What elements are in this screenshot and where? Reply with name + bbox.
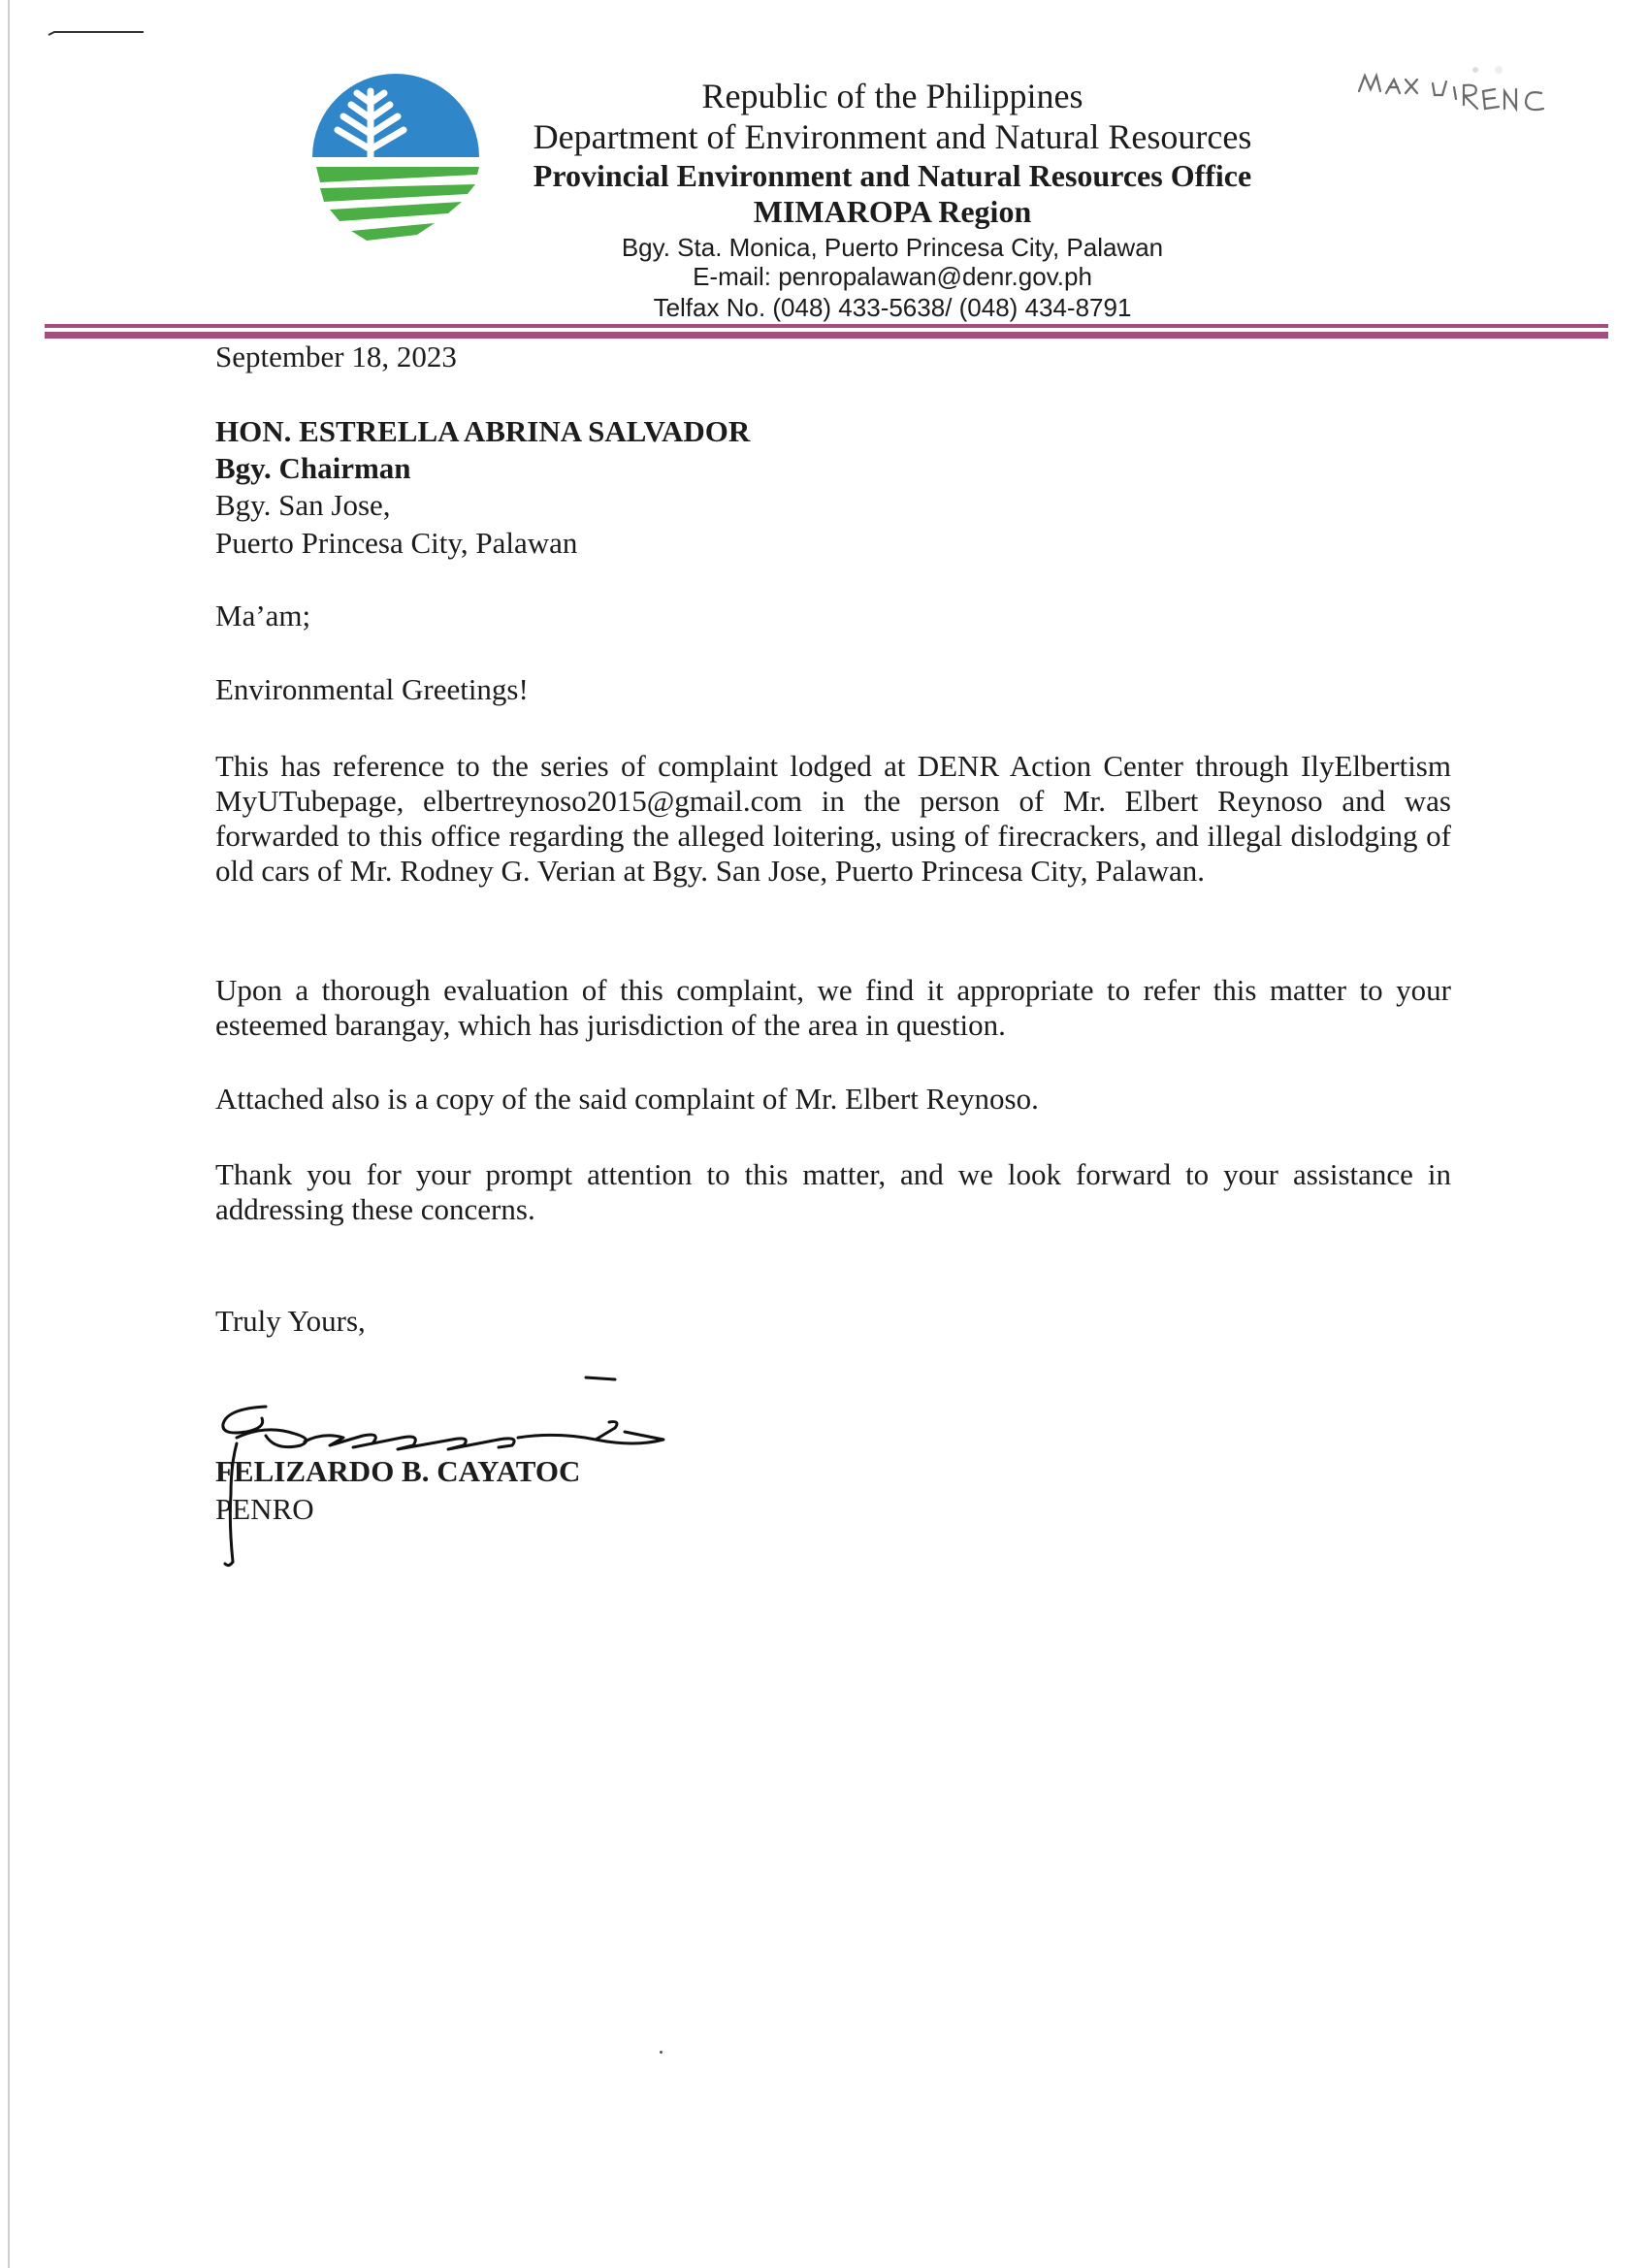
body-paragraph: Thank you for your prompt attention to this matter, and we look forward to your assistance in addressing these concerns. <box>215 1157 1451 1226</box>
closing: Truly Yours, <box>215 1304 366 1338</box>
letterhead-telfax: Telfax No. (048) 433-5638/ (048) 434-8791 <box>653 293 1132 322</box>
scan-edge <box>8 0 10 2268</box>
signer-title: PENRO <box>215 1492 314 1526</box>
handwritten-note <box>1353 66 1567 144</box>
body-paragraph: Attached also is a copy of the said complaint of Mr. Elbert Reynoso. <box>215 1082 1039 1116</box>
letterhead-department: Department of Environment and Natural Resources <box>533 117 1252 156</box>
scan-speck <box>660 2051 663 2054</box>
header-rule-thin <box>45 324 1608 328</box>
handwritten-signature <box>208 1368 693 1571</box>
letterhead-address: Bgy. Sta. Monica, Puerto Princesa City, Palawan <box>621 233 1164 262</box>
staple-mark <box>47 29 146 39</box>
recipient-title: Bgy. Chairman <box>215 451 411 485</box>
signer-name: FELIZARDO B. CAYATOC <box>215 1454 581 1488</box>
letterhead-republic: Republic of the Philippines <box>701 77 1083 115</box>
header-rule-thick <box>45 332 1608 339</box>
recipient-address-line2: Puerto Princesa City, Palawan <box>215 526 578 560</box>
letterhead-email: E-mail: penropalawan@denr.gov.ph <box>693 262 1092 291</box>
recipient-address-line1: Bgy. San Jose, <box>215 488 391 522</box>
greeting: Environmental Greetings! <box>215 672 529 706</box>
salutation: Ma’am; <box>215 599 311 632</box>
letterhead-region: MIMAROPA Region <box>753 194 1032 229</box>
body-paragraph: Upon a thorough evaluation of this complaint, we find it appropriate to refer this matter to your esteemed barangay, which has jurisdiction of the area in question. <box>215 973 1451 1042</box>
recipient-name: HON. ESTRELLA ABRINA SALVADOR <box>215 414 751 448</box>
letterhead-office: Provincial Environment and Natural Resources Office <box>533 158 1252 193</box>
letter-date: September 18, 2023 <box>215 340 457 373</box>
body-paragraph: This has reference to the series of complaint lodged at DENR Action Center through IlyElbertism MyUTubepage, elbertreynoso2015@gmail.com in the person of Mr. Elbert Reynoso and was forwarded to this office regarding the alleged loitering, using of firecrackers, and illegal dislodging of old cars of Mr. Rodney G. Verian at Bgy. San Jose, Puerto Princesa City, Palawan. <box>215 749 1451 888</box>
